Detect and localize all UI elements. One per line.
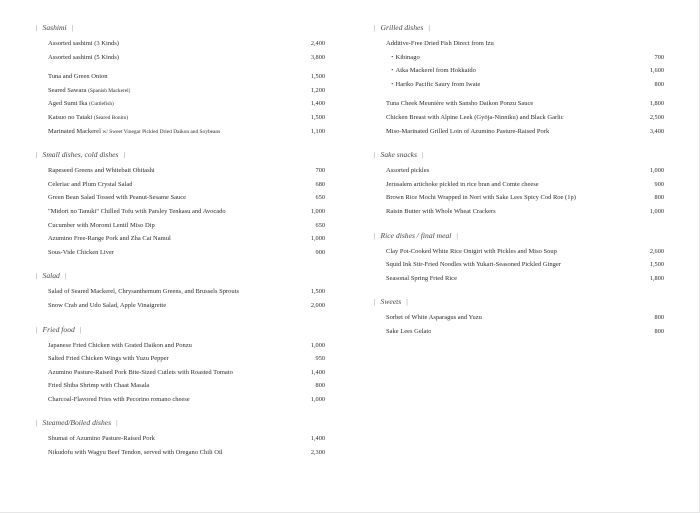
item-price: 650 [315, 194, 325, 202]
menu-item [36, 352, 325, 366]
item-name: Sake Lees Gelato [386, 327, 432, 335]
menu-item [374, 178, 664, 192]
item-price: 800 [654, 327, 664, 335]
menu-item [374, 205, 664, 219]
item-price: 800 [654, 314, 664, 322]
item-name: Tuna Cheek Meunière with Sansho Daikon Ponzu Sauce [386, 100, 534, 108]
item-price: 1,500 [310, 113, 325, 121]
menu-item [36, 232, 325, 246]
item-price: 1,000 [310, 341, 325, 349]
item-name: Tuna and Green Onion [48, 73, 108, 81]
section-grilled [374, 22, 664, 138]
item-name: Nikudofu with Wagyu Beef Tendon, served with Oregano Chili Oil [48, 449, 223, 457]
item-price: 1,600 [649, 67, 664, 75]
menu-item [374, 258, 664, 272]
item-name-group [36, 125, 220, 140]
section-heading: | Grilled dishes | [374, 23, 430, 32]
menu-item [374, 325, 664, 339]
item-name: ・Hariko Pacific Saury from Iwate [389, 80, 481, 88]
item-name: Katsuo no Tataki [48, 113, 93, 121]
item-price: 1,000 [649, 207, 664, 215]
item-note: (Cuttlefish) [88, 101, 114, 108]
item-price: 700 [654, 53, 664, 61]
item-price: 1,500 [310, 73, 325, 81]
item-name: Azumino Free-Range Pork and Zha Cai Namul [48, 235, 171, 243]
item-price: 800 [654, 194, 664, 202]
item-name: Jerusalem artichoke pickled in rice bran and Comte cheese [386, 180, 539, 188]
item-name: Shumai of Azumino Pasture-Raised Pork [48, 435, 155, 443]
menu-item [36, 97, 325, 111]
menu-item [374, 51, 664, 65]
menu-item [36, 432, 325, 446]
section-title: Sashimi [42, 23, 67, 32]
section-title: Sake snacks [380, 150, 418, 160]
section-heading: | Sake snacks | [374, 150, 424, 160]
right-column [374, 22, 664, 350]
item-note: (Spanish Mackerel) [88, 87, 131, 94]
section-heading: | Fried food | [36, 324, 82, 334]
item-name: Sous-Vide Chicken Liver [48, 248, 115, 256]
item-price: 800 [315, 382, 325, 390]
menu-item [374, 125, 664, 139]
section-title: Small dishes, cold dishes [42, 150, 119, 160]
item-price: 650 [315, 221, 325, 229]
menu-item [36, 285, 325, 299]
item-name: Rapeseed Greens and Whitebait Ohitashi [48, 167, 155, 175]
menu-item [374, 78, 664, 92]
item-name: Salted Fried Chicken Wings with Yuzu Pepper [48, 355, 169, 363]
section-title: Grilled dishes [380, 23, 424, 32]
menu-item [36, 299, 325, 313]
item-price: 900 [654, 180, 664, 188]
item-name: Miso-Marinated Grilled Loin of Azumino Pasture-Raised Pork [386, 127, 550, 135]
item-name: Assorted pickles [386, 167, 430, 175]
menu-item [36, 205, 325, 219]
item-intro: Additive-Free Dried Fish Direct from Izu [386, 40, 494, 47]
section-fried-food [36, 324, 325, 407]
item-name: Clay Pot-Cooked White Rice Onigiri with Pickles and Miso Soup [386, 247, 557, 255]
menu-item [374, 97, 664, 111]
item-price: 1,000 [310, 207, 325, 215]
item-price: 1,800 [649, 100, 664, 108]
menu-item [36, 366, 325, 380]
menu-item [374, 311, 664, 325]
item-price: 1,000 [649, 167, 664, 175]
item-price: 1,200 [310, 86, 325, 94]
item-name: Assorted sashimi (5 Kinds) [48, 53, 119, 61]
item-price: 1,000 [310, 395, 325, 403]
item-name: Snow Crab and Udo Salad, Apple Vinaigrette [48, 301, 167, 309]
item-price: 1,400 [310, 368, 325, 376]
item-name: Green Bean Salad Tossed with Peanut-Sesame Sauce [48, 194, 187, 202]
menu-item [374, 245, 664, 259]
menu-item [36, 70, 325, 84]
item-name: Azumino Pasture-Raised Pork Bite-Sized Cutlets with Roasted Tomato [48, 368, 233, 376]
item-price: 680 [315, 180, 325, 188]
item-price: 950 [315, 355, 325, 363]
item-price: 2,000 [310, 301, 325, 309]
section-small-dishes [36, 149, 325, 259]
item-name: Cucumber with Moromi Lentil Miso Dip [48, 221, 155, 229]
section-salad [36, 270, 325, 312]
item-price: 1,800 [649, 274, 664, 282]
item-name: Charcoal-Flavored Fries with Pecorino romano cheese [48, 395, 190, 403]
item-name-group [36, 84, 130, 99]
item-name: ・Kibinago [389, 53, 420, 61]
menu-item [36, 446, 325, 460]
menu-item [36, 125, 325, 139]
section-heading: | Steamed/Boiled dishes | [36, 418, 118, 428]
item-name: Brown Rice Mochi Wrapped in Nori with Sake Lees Spicy Cod Roe (1p) [386, 194, 576, 202]
section-heading: | Salad | [36, 271, 67, 281]
item-name: Raisin Butter with Whole Wheat Crackers [386, 207, 496, 215]
item-price: 700 [315, 167, 325, 175]
item-name-group [36, 111, 128, 126]
item-price: 1,500 [310, 288, 325, 296]
item-price: 900 [315, 248, 325, 256]
item-name: Fried Shiba Shrimp with Chaat Masala [48, 382, 150, 390]
item-price: 2,300 [310, 449, 325, 457]
item-note: (Seared Bonito) [93, 114, 129, 121]
menu-item [36, 164, 325, 178]
item-name: ・Atka Mackerel from Hokkaido [389, 67, 476, 75]
section-title: Salad [42, 271, 60, 281]
section-rice [374, 230, 664, 286]
item-name: Seared Sawara [48, 86, 87, 94]
item-price: 3,400 [649, 127, 664, 135]
section-title: Steamed/Boiled dishes [42, 418, 112, 428]
menu-item [36, 178, 325, 192]
menu-item [36, 111, 325, 125]
item-price: 800 [654, 80, 664, 88]
item-name: "Midori no Tanuki" Chilled Tofu with Parsley Tenkasu and Avocado [48, 207, 226, 215]
item-price: 2,500 [649, 113, 664, 121]
menu-item [374, 64, 664, 78]
menu-item [36, 379, 325, 393]
item-name: Salad of Seared Mackerel, Chrysanthemum Greens, and Brussels Sprouts [48, 288, 239, 296]
item-price: 2,600 [649, 247, 664, 255]
menu-item [36, 84, 325, 98]
item-price: 1,400 [310, 100, 325, 108]
item-name: Chicken Breast with Alpine Leek (Gyōja-Ninniku) and Black Garlic [386, 113, 564, 121]
section-heading: | Small dishes, cold dishes | [36, 150, 125, 160]
menu-item [374, 191, 664, 205]
item-name-group [36, 97, 114, 112]
item-name: Marinated Mackerel [48, 127, 101, 135]
item-price: 3,800 [310, 53, 325, 61]
section-title: Rice dishes / final meal [380, 230, 452, 240]
item-price: 2,400 [310, 40, 325, 47]
item-name: Assorted sashimi (3 Kinds) [48, 40, 119, 47]
item-name: Squid Ink Stir-Fried Noodles with Yukari-Seasoned Pickled Ginger [386, 261, 561, 269]
item-name: Celeriac and Plum Crystal Salad [48, 180, 133, 188]
item-name: Sorbet of White Asparagus and Yuzu [386, 314, 482, 322]
section-sake-snacks [374, 149, 664, 218]
menu-item [374, 272, 664, 286]
section-heading: | Sweets | [374, 297, 408, 307]
menu-item [374, 164, 664, 178]
item-price: 1,000 [310, 235, 325, 243]
menu-item [374, 111, 664, 125]
item-price: 1,400 [310, 435, 325, 443]
section-sweets [374, 296, 664, 338]
menu-item [36, 339, 325, 353]
item-price: 1,500 [649, 261, 664, 269]
menu-item [36, 219, 325, 233]
menu-item [36, 37, 325, 51]
left-column [36, 22, 325, 471]
section-steamed [36, 417, 325, 459]
section-title: Sweets [380, 297, 402, 307]
item-note: w/ Sweet Vinegar Pickled Dried Daikon and Soybeans [102, 128, 221, 135]
menu-item [36, 191, 325, 205]
item-name: Aged Sumi Ika [48, 100, 88, 108]
item-price: 1,100 [310, 127, 325, 135]
section-sashimi [36, 22, 325, 138]
menu-item [36, 51, 325, 65]
item-name: Japanese Fried Chicken with Grated Daikon and Ponzu [48, 341, 192, 349]
section-heading: | Sashimi | [36, 23, 74, 32]
section-heading: | Rice dishes / final meal | [374, 230, 458, 240]
item-name: Seasonal Spring Fried Rice [386, 274, 457, 282]
menu-item [36, 246, 325, 260]
menu-item [36, 393, 325, 407]
section-title: Fried food [42, 324, 75, 334]
